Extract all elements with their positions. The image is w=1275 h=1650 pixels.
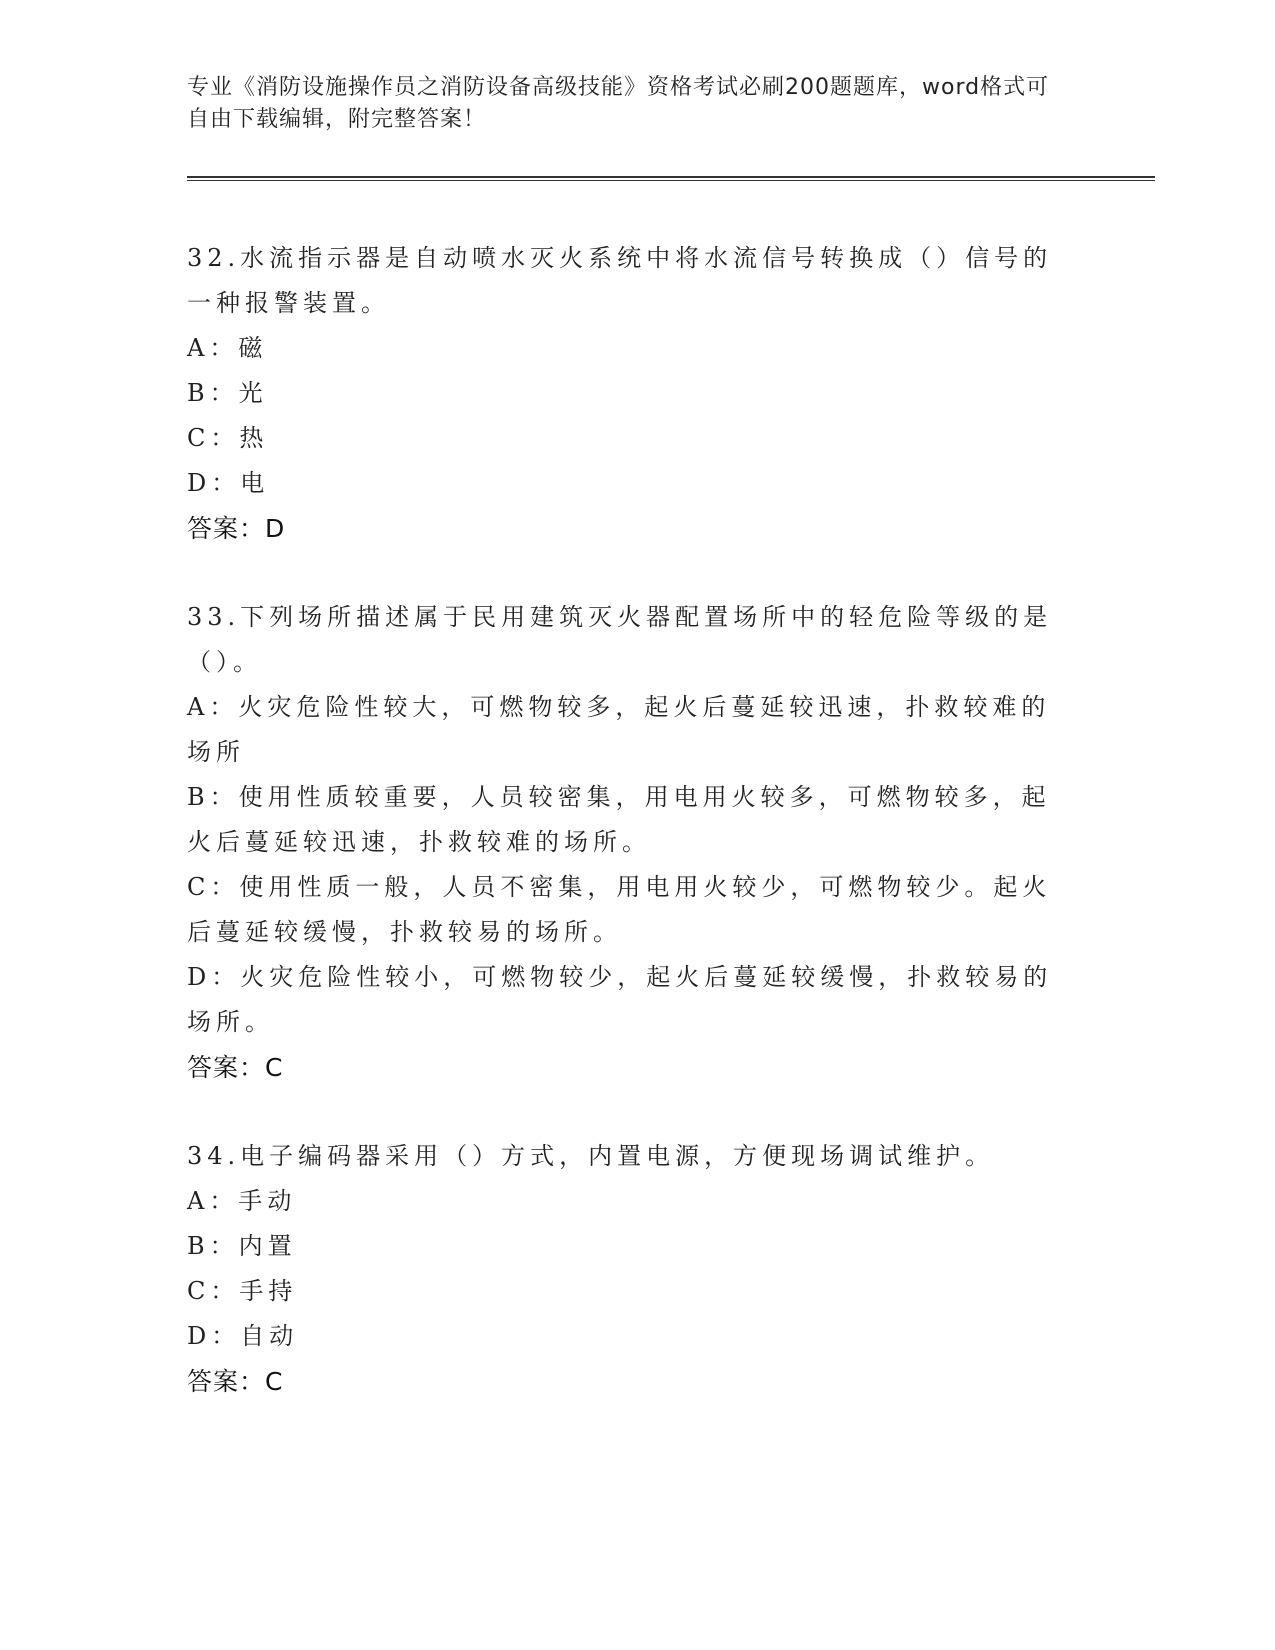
option-c: C：使用性质一般，人员不密集，用电用火较少，可燃物较少。起火后蔓延较缓慢，扑救较易的场所。 (187, 873, 1052, 946)
header-divider (187, 176, 1155, 181)
question-34 (187, 1134, 1067, 1404)
document-header: 专业《消防设施操作员之消防设备高级技能》资格考试必刷200题题库，word格式可自由下载编辑，附完整答案！ (187, 75, 1050, 132)
option-d: D：火灾危险性较小，可燃物较少，起火后蔓延较缓慢，扑救较易的场所。 (187, 963, 1053, 1036)
question-stem: 32.水流指示器是自动喷水灭火系统中将水流信号转换成（）信号的一种报警装置。 (187, 244, 1053, 317)
option-a: A：火灾危险性较大，可燃物较多，起火后蔓延较迅速，扑救较难的场所 (187, 693, 1051, 766)
option-c: C：手持 (187, 1277, 298, 1305)
answer: 答案：C (187, 1053, 284, 1082)
question-32 (187, 236, 1067, 551)
answer: 答案：D (187, 514, 286, 543)
option-b: B：光 (187, 379, 268, 407)
question-33 (187, 595, 1067, 1090)
option-b: B：使用性质较重要，人员较密集，用电用火较多，可燃物较多，起火后蔓延较迅速，扑救较难的场所。 (187, 783, 1051, 856)
question-stem: 34.电子编码器采用（）方式，内置电源，方便现场调试维护。 (187, 1142, 995, 1170)
question-list (187, 236, 1067, 1448)
option-a: A：手动 (187, 1187, 297, 1215)
option-d: D：电 (187, 469, 270, 497)
question-stem: 33.下列场所描述属于民用建筑灭火器配置场所中的轻危险等级的是（）。 (187, 603, 1053, 676)
option-b: B：内置 (187, 1232, 297, 1260)
option-c: C：热 (187, 424, 269, 452)
option-a: A：磁 (187, 334, 268, 362)
option-d: D：自动 (187, 1322, 299, 1350)
answer: 答案：C (187, 1367, 284, 1396)
